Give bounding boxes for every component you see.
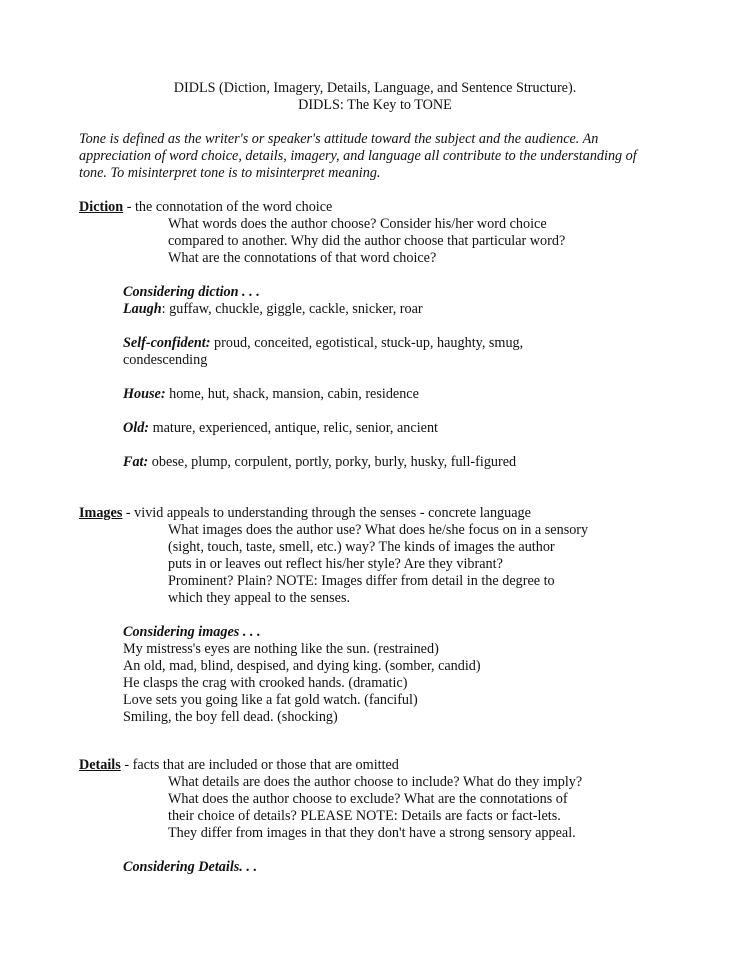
images-example-5: Smiling, the boy fell dead. (shocking) <box>123 709 338 725</box>
diction-question-2: compared to another. Why did the author choose that particular word? <box>168 233 566 249</box>
diction-example-term: House: <box>123 386 166 402</box>
details-question-1: What details are does the author choose to include? What do they imply? <box>168 774 583 790</box>
intro-line-2: appreciation of word choice, details, imagery, and language all contribute to the understanding of <box>79 148 637 164</box>
details-section-header <box>79 757 399 774</box>
images-considering-label: Considering images . . . <box>123 624 261 640</box>
diction-question-1: What words does the author choose? Consider his/her word choice <box>168 216 547 232</box>
images-example-4: Love sets you going like a fat gold watch. (fanciful) <box>123 692 418 708</box>
diction-definition: - the connotation of the word choice <box>123 199 333 215</box>
images-question-4: Prominent? Plain? NOTE: Images differ from detail in the degree to <box>168 573 555 589</box>
diction-example-text: : guffaw, chuckle, giggle, cackle, snicker, roar <box>161 301 423 317</box>
images-question-1: What images does the author use? What does he/she focus on in a sensory <box>168 522 589 538</box>
images-question-5: which they appeal to the senses. <box>168 590 351 606</box>
details-question-2: What does the author choose to exclude? What are the connotations of <box>168 791 568 807</box>
diction-section-header <box>79 199 332 216</box>
diction-example-term: Old: <box>123 420 150 436</box>
intro-line-3: tone. To misinterpret tone is to misinterpret meaning. <box>79 165 381 181</box>
diction-example-text: proud, conceited, egotistical, stuck-up, haughty, smug, <box>210 335 524 351</box>
images-example-2: An old, mad, blind, despised, and dying king. (somber, candid) <box>123 658 481 674</box>
images-heading: Images <box>79 505 123 521</box>
diction-question-3: What are the connotations of that word choice? <box>168 250 437 266</box>
page-title: DIDLS (Diction, Imagery, Details, Language, and Sentence Structure). <box>173 80 577 96</box>
diction-example-text: mature, experienced, antique, relic, senior, ancient <box>149 420 438 436</box>
page-subtitle: DIDLS: The Key to TONE <box>298 97 452 113</box>
diction-example-house <box>123 386 419 403</box>
diction-example-fat <box>123 454 516 471</box>
intro-line-1: Tone is defined as the writer's or speaker's attitude toward the subject and the audience. An <box>79 131 599 147</box>
diction-considering-label: Considering diction . . . <box>123 284 260 300</box>
diction-example-laugh <box>123 301 423 318</box>
images-example-3: He clasps the crag with crooked hands. (dramatic) <box>123 675 408 691</box>
diction-example-continuation: condescending <box>123 352 208 368</box>
details-question-4: They differ from images in that they don't have a strong sensory appeal. <box>168 825 576 841</box>
diction-heading: Diction <box>79 199 124 215</box>
details-heading: Details <box>79 757 121 773</box>
images-question-3: puts in or leaves out reflect his/her style? Are they vibrant? <box>168 556 503 572</box>
details-definition: - facts that are included or those that are omitted <box>120 757 399 773</box>
diction-example-term: Laugh <box>123 301 162 317</box>
diction-example-term: Self-confident: <box>123 335 211 351</box>
diction-example-text: home, hut, shack, mansion, cabin, residence <box>165 386 419 402</box>
images-definition: - vivid appeals to understanding through the senses - concrete language <box>122 505 531 521</box>
details-question-3: their choice of details? PLEASE NOTE: Details are facts or fact-lets. <box>168 808 561 824</box>
details-considering-label: Considering Details. . . <box>123 859 258 875</box>
images-question-2: (sight, touch, taste, smell, etc.) way? The kinds of images the author <box>168 539 555 555</box>
diction-example-text: obese, plump, corpulent, portly, porky, burly, husky, full-figured <box>148 454 517 470</box>
images-example-1: My mistress's eyes are nothing like the sun. (restrained) <box>123 641 439 657</box>
diction-example-term: Fat: <box>123 454 149 470</box>
diction-example-old <box>123 420 438 437</box>
diction-example-self-confident <box>123 335 523 352</box>
images-section-header <box>79 505 531 522</box>
